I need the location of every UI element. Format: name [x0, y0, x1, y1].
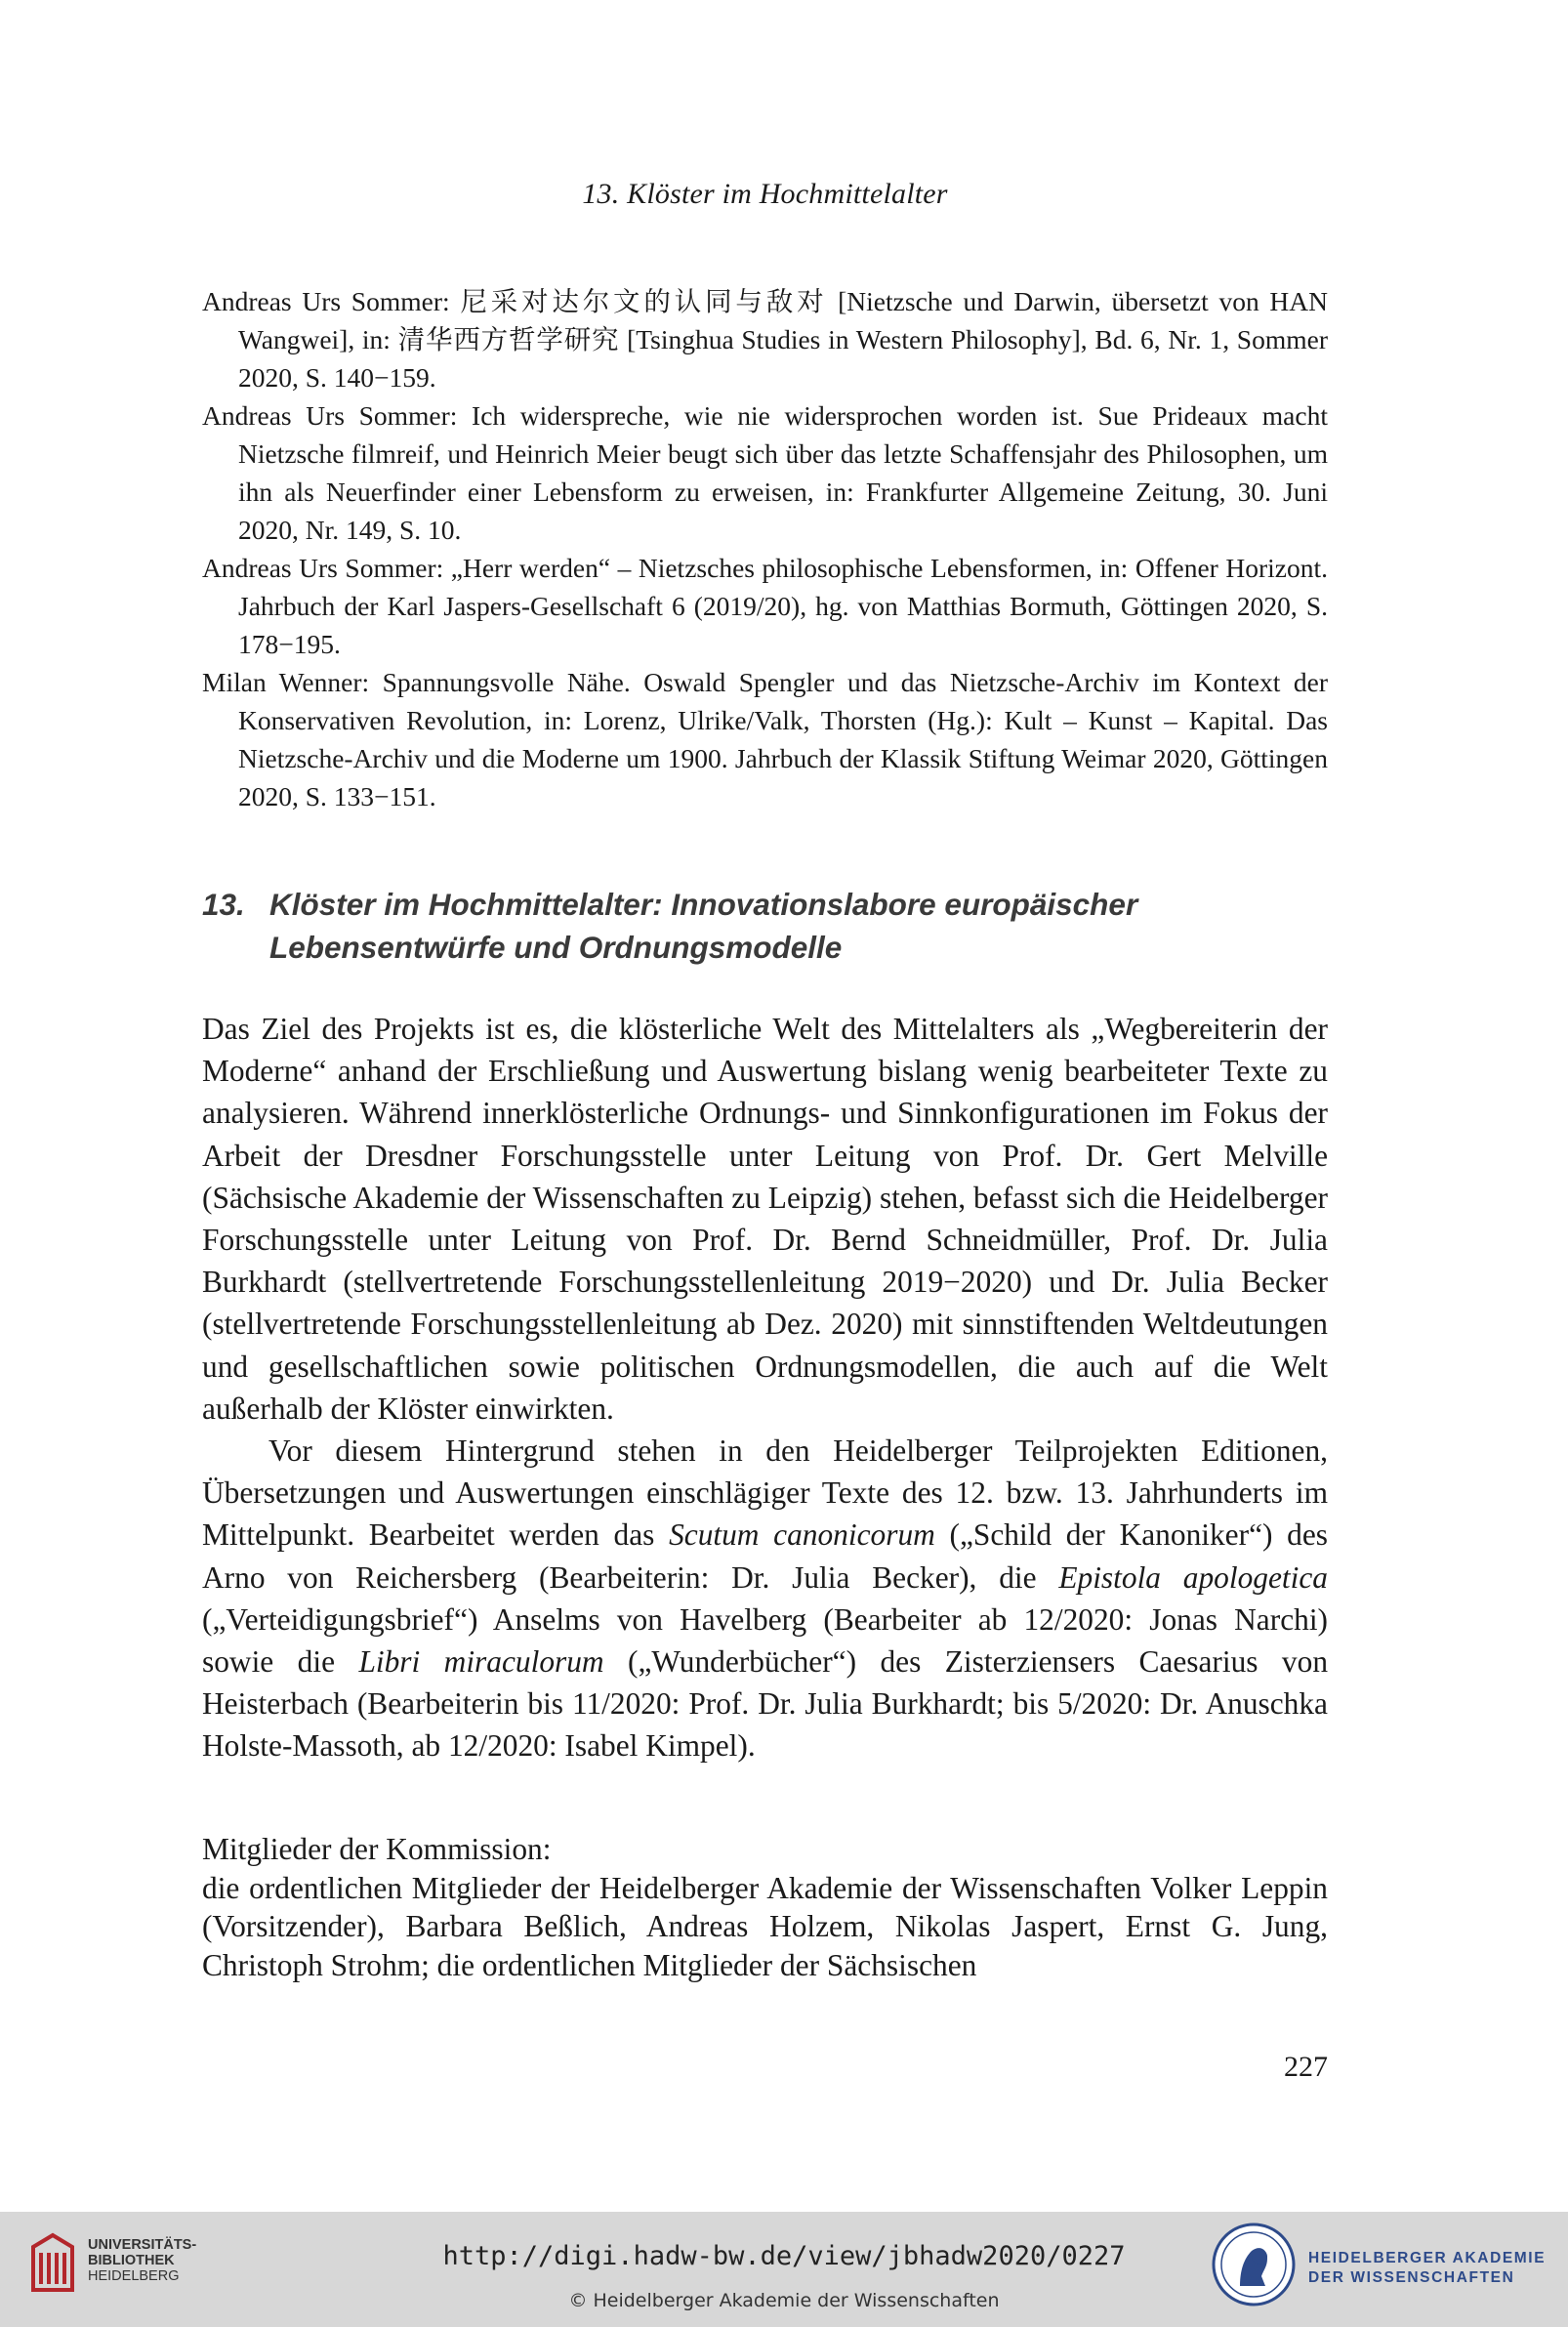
bibliography-list	[202, 282, 1328, 815]
ub-line: BIBLIOTHEK	[88, 2253, 175, 2268]
text-run: („Wunderbücher“) des Zisterziensers Caesarius von Heisterbach (Bearbeiterin bis 11/2020: Prof. Dr. Julia Burkhardt; bis 5/2020: Dr. Anuschka Holste-Massoth, ab 12/2020: Isabel Kimpel).	[202, 1644, 1329, 1764]
hadw-wordmark[interactable]	[1308, 2249, 1546, 2288]
bibliography-entry: Andreas Urs Sommer: „Herr werden“ – Nietzsches philosophische Lebensformen, in: Offener Horizont. Jahrbuch der Karl Jaspers-Gesellschaft 6 (2019/20), hg. von Matthias Bormuth, Göttingen 2020, S. 178−195.	[202, 553, 1328, 659]
members-heading: Mitglieder der Kommission:	[202, 1832, 552, 1866]
section-heading	[202, 883, 1328, 969]
hadw-line: DER WISSENSCHAFTEN	[1308, 2269, 1515, 2286]
bibliography-entry: Andreas Urs Sommer: Ich widerspreche, wie nie widersprochen worden ist. Sue Prideaux macht Nietzsche filmreif, und Heinrich Meier beugt sich über das letzte Schaffensjahr des Philosophen, um ihn als Neuerfinder einer Lebensform zu erweisen, in: Frankfurter Allgemeine Zeitung, 30. Juni 2020, Nr. 149, S. 10.	[202, 400, 1328, 545]
work-title: Scutum canonicorum	[669, 1517, 935, 1553]
ub-line: HEIDELBERG	[88, 2268, 180, 2284]
footer-bar	[0, 2212, 1568, 2327]
running-head: 13. Klöster im Hochmittelalter	[582, 178, 948, 210]
paragraph: Das Ziel des Projekts ist es, die klösterliche Welt des Mittelalters als „Wegbereiterin der Moderne“ anhand der Erschließung und Auswertung bislang wenig bearbeiteter Texte zu analysieren. Während innerklösterliche Ordnungs- und Sinnkonfigurationen im Fokus der Arbeit der Dresdner Forschungsstelle unter Leitung von Prof. Dr. Gert Melville (Sächsische Akademie der Wissenschaften zu Leipzig) stehen, befasst sich die Heidelberger Forschungsstelle unter Leitung von Prof. Dr. Bernd Schneidmüller, Prof. Dr. Julia Burkhardt (stellvertretende Forschungsstellenleitung 2019−2020) und Dr. Julia Becker (stellvertretende Forschungsstellenleitung ab Dez. 2020) mit sinnstiftenden Weltdeutungen und gesellschaftlichen sowie politischen Ordnungsmodellen, die auch auf die Welt außerhalb der Klöster einwirkten.	[202, 1012, 1328, 1426]
bibliography-entry: Milan Wenner: Spannungsvolle Nähe. Oswald Spengler und das Nietzsche-Archiv im Kontext der Konservativen Revolution, in: Lorenz, Ulrike/Valk, Thorsten (Hg.): Kult – Kunst – Kapital. Das Nietzsche-Archiv und die Moderne um 1900. Jahrbuch der Klassik Stiftung Weimar 2020, Göttingen 2020, S. 133−151.	[202, 667, 1328, 811]
paragraph	[202, 1430, 1328, 1767]
commission-members	[202, 1830, 1328, 1984]
hadw-seal-icon[interactable]	[1211, 2222, 1297, 2307]
copyright-notice: © Heidelberger Akademie der Wissenschaften	[568, 2290, 1000, 2311]
work-title: Epistola apologetica	[1058, 1559, 1328, 1595]
text-run: („Schild der Kanoniker“) des Arno von Reichersberg (Bearbeiterin: Dr. Julia Becker), die	[202, 1517, 1328, 1595]
bibliography-entry: Andreas Urs Sommer: 尼采对达尔文的认同与敌对 [Nietzsche und Darwin, übersetzt von HAN Wangwei], in: 清华西方哲学研究 [Tsinghua Studies in Western Philosophy], Bd. 6, Nr. 1, Sommer 2020, S. 140−159.	[202, 286, 1328, 393]
ub-line: UNIVERSITÄTS-	[88, 2237, 197, 2253]
work-title: Libri miraculorum	[358, 1644, 604, 1680]
permalink-url[interactable]: http://digi.hadw-bw.de/view/jbhadw2020/0227	[442, 2241, 1126, 2271]
hadw-line: HEIDELBERGER AKADEMIE	[1308, 2250, 1547, 2266]
page-number: 227	[1284, 2051, 1328, 2083]
section-number: 13.	[202, 887, 245, 922]
members-text: die ordentlichen Mitglieder der Heidelberger Akademie der Wissenschaften Volker Leppin (Vorsitzender), Barbara Beßlich, Andreas Holzem, Nikolas Jaspert, Ernst G. Jung, Christoph Strohm; die ordentlichen Mitglieder der Sächsischen	[202, 1870, 1328, 1982]
text-run: Vor diesem Hintergrund stehen in den Heidelberger Teilprojekten Editionen, Übersetzungen und Auswertungen einschlägiger Texte des 12. bzw. 13. Jahrhunderts im Mittelpunkt. Bearbeitet werden das	[202, 1434, 1328, 1553]
section-title: Klöster im Hochmittelalter: Innovationslabore europäischer Lebensentwürfe und Ordnungsmodelle	[269, 887, 1138, 965]
body-text	[202, 1008, 1328, 1767]
text-run: („Verteidigungsbrief“) Anselms von Havelberg (Bearbeiter ab 12/2020: Jonas Narchi) sowie die	[202, 1601, 1328, 1680]
